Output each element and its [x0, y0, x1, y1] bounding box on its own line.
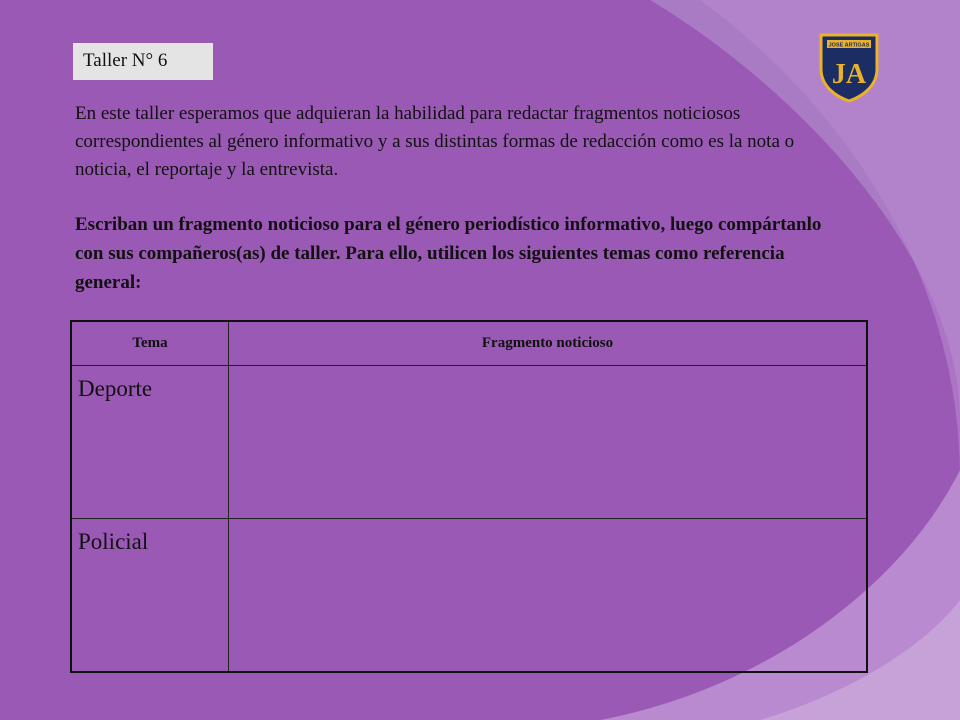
svg-text:JA: JA: [831, 59, 867, 90]
instructions-paragraph: Escriban un fragmento noticioso para el género periodístico informativo, luego compártanlo con sus compañeros(as) de taller. Para ello, utilicen los siguientes temas como referencia general:: [75, 214, 822, 293]
school-crest-logo: [817, 31, 881, 103]
topic-cell: Policial: [71, 519, 229, 673]
topic-cell: Deporte: [71, 366, 229, 519]
fragment-cell[interactable]: [229, 519, 868, 673]
table-row: [71, 519, 867, 673]
intro-paragraph: En este taller esperamos que adquieran la habilidad para redactar fragmentos noticiosos correspondientes al género informativo y a sus distintas formas de redacción como es la nota o noticia, el reportaje y la entrevista.: [75, 103, 795, 180]
column-header-tema: Tema: [71, 321, 229, 366]
table-header-row: [71, 321, 867, 366]
column-header-fragmento: Fragmento noticioso: [229, 321, 868, 366]
topics-table: [70, 320, 868, 673]
svg-text:JOSE ARTIGAS: JOSE ARTIGAS: [828, 42, 870, 49]
fragment-cell[interactable]: [229, 366, 868, 519]
workshop-title: Taller N° 6: [73, 43, 213, 80]
table-row: [71, 366, 867, 519]
